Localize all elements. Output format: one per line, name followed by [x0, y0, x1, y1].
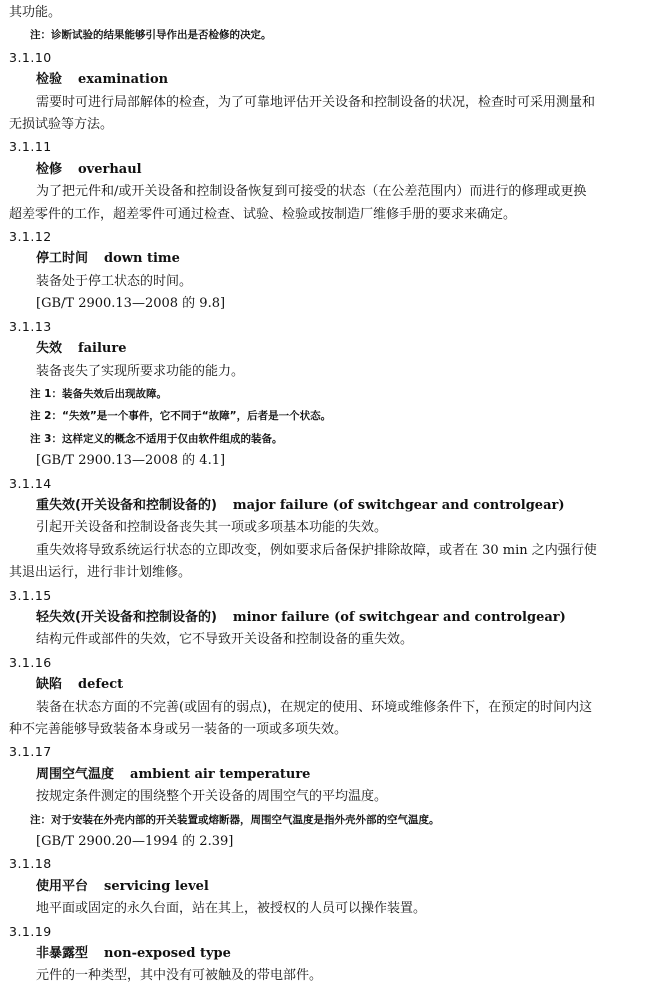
definition-text: 元件的一种类型，其中没有可被触及的带电部件。 [36, 968, 323, 984]
term-english: ambient air temperature [130, 766, 311, 782]
definition-text: 按规定条件测定的围绕整个开关设备的周围空气的平均温度。 [36, 789, 388, 805]
note: 注 3：这样定义的概念不适用于仅由软件组成的装备。 [30, 432, 283, 445]
definition-text: 装备丧失了实现所要求功能的能力。 [36, 363, 245, 379]
clause-number: 3.1.18 [9, 856, 52, 872]
term-heading [9, 943, 665, 965]
term-english: defect [78, 677, 124, 693]
clause-number: 3.1.12 [9, 229, 52, 245]
note: 注：诊断试验的结果能够引导作出是否检修的决定。 [30, 29, 272, 42]
definition-text: 重失效将导致系统运行状态的立即改变，例如要求后备保护排除故障，或者在 30 min 之内强行使 [36, 542, 597, 558]
term-heading [9, 69, 665, 91]
definition-text: 种不完善能够导致装备本身或另一装备的一项或多项失效。 [9, 722, 348, 737]
term-heading [9, 338, 665, 360]
term-english: servicing level [104, 878, 209, 894]
term-heading [9, 674, 665, 696]
term-english: non-exposed type [104, 946, 231, 962]
term-chinese: 使用平台 [36, 878, 89, 894]
term-chinese: 缺陷 [36, 677, 63, 693]
definition-text: 装备处于停工状态的时间。 [36, 273, 193, 289]
clause-number: 3.1.19 [9, 923, 52, 939]
definition-text: 其退出运行，进行非计划维修。 [9, 565, 192, 581]
term-english: examination [78, 72, 169, 88]
clause-number: 3.1.13 [9, 318, 52, 334]
clause-number: 3.1.17 [9, 744, 52, 760]
term-english: minor failure (of switchgear and controlgear) [232, 609, 566, 625]
term-english: failure [78, 341, 127, 357]
clause-number: 3.1.10 [9, 49, 52, 65]
term-heading [9, 159, 665, 181]
term-chinese: 检修 [36, 161, 63, 177]
definition-text: 需要时可进行局部解体的检查，为了可靠地评估开关设备和控制设备的状况，检查时可采用测量和 [36, 94, 596, 110]
clause-number: 3.1.11 [9, 139, 52, 155]
term-chinese: 失效 [36, 341, 63, 357]
term-chinese: 轻失效(开关设备和控制设备的) [36, 609, 217, 625]
definition-text: 地平面或固定的永久台面，站在其上，被授权的人员可以操作装置。 [36, 901, 427, 917]
note: 注 1：装备失效后出现故障。 [30, 387, 167, 400]
note: 注：对于安装在外壳内部的开关装置或熔断器，周围空气温度是指外壳外部的空气温度。 [30, 813, 440, 826]
definition-text: 无损试验等方法。 [9, 117, 114, 133]
reference: [GB/T 2900.20—1994 的 2.39] [36, 834, 234, 850]
definition-text: 为了把元件和/或开关设备和控制设备恢复到可接受的状态（在公差范围内）而进行的修理或更换 [36, 184, 587, 200]
term-chinese: 周围空气温度 [36, 766, 115, 782]
term-heading [9, 248, 665, 270]
continuation-text: 其功能。 [9, 5, 62, 20]
reference: [GB/T 2900.13—2008 的 4.1] [36, 453, 226, 469]
clause-number: 3.1.14 [9, 475, 52, 491]
term-heading [9, 607, 665, 629]
term-heading [9, 764, 665, 786]
term-chinese: 检验 [36, 72, 63, 88]
reference: [GB/T 2900.13—2008 的 9.8] [36, 296, 226, 312]
term-english: overhaul [78, 161, 142, 177]
term-heading [9, 876, 665, 898]
clause-number: 3.1.15 [9, 587, 52, 603]
clause-number: 3.1.16 [9, 654, 52, 670]
term-chinese: 重失效(开关设备和控制设备的) [36, 497, 217, 513]
note: 注 2：“失效”是一个事件，它不同于“故障”，后者是一个状态。 [30, 410, 332, 423]
term-english: down time [104, 251, 180, 267]
definition-text: 装备在状态方面的不完善(或固有的弱点)，在规定的使用、环境或维修条件下，在预定的时间内这 [36, 699, 593, 715]
term-chinese: 停工时间 [36, 251, 89, 267]
definition-text: 结构元件或部件的失效，它不导致开关设备和控制设备的重失效。 [36, 632, 414, 648]
definition-text: 引起开关设备和控制设备丧失其一项或多项基本功能的失效。 [36, 520, 388, 536]
term-chinese: 非暴露型 [36, 946, 89, 962]
term-english: major failure (of switchgear and controlgear) [232, 497, 565, 513]
definition-text: 超差零件的工作，超差零件可通过检查、试验、检验或按制造厂维修手册的要求来确定。 [9, 206, 517, 222]
term-heading [9, 495, 665, 517]
